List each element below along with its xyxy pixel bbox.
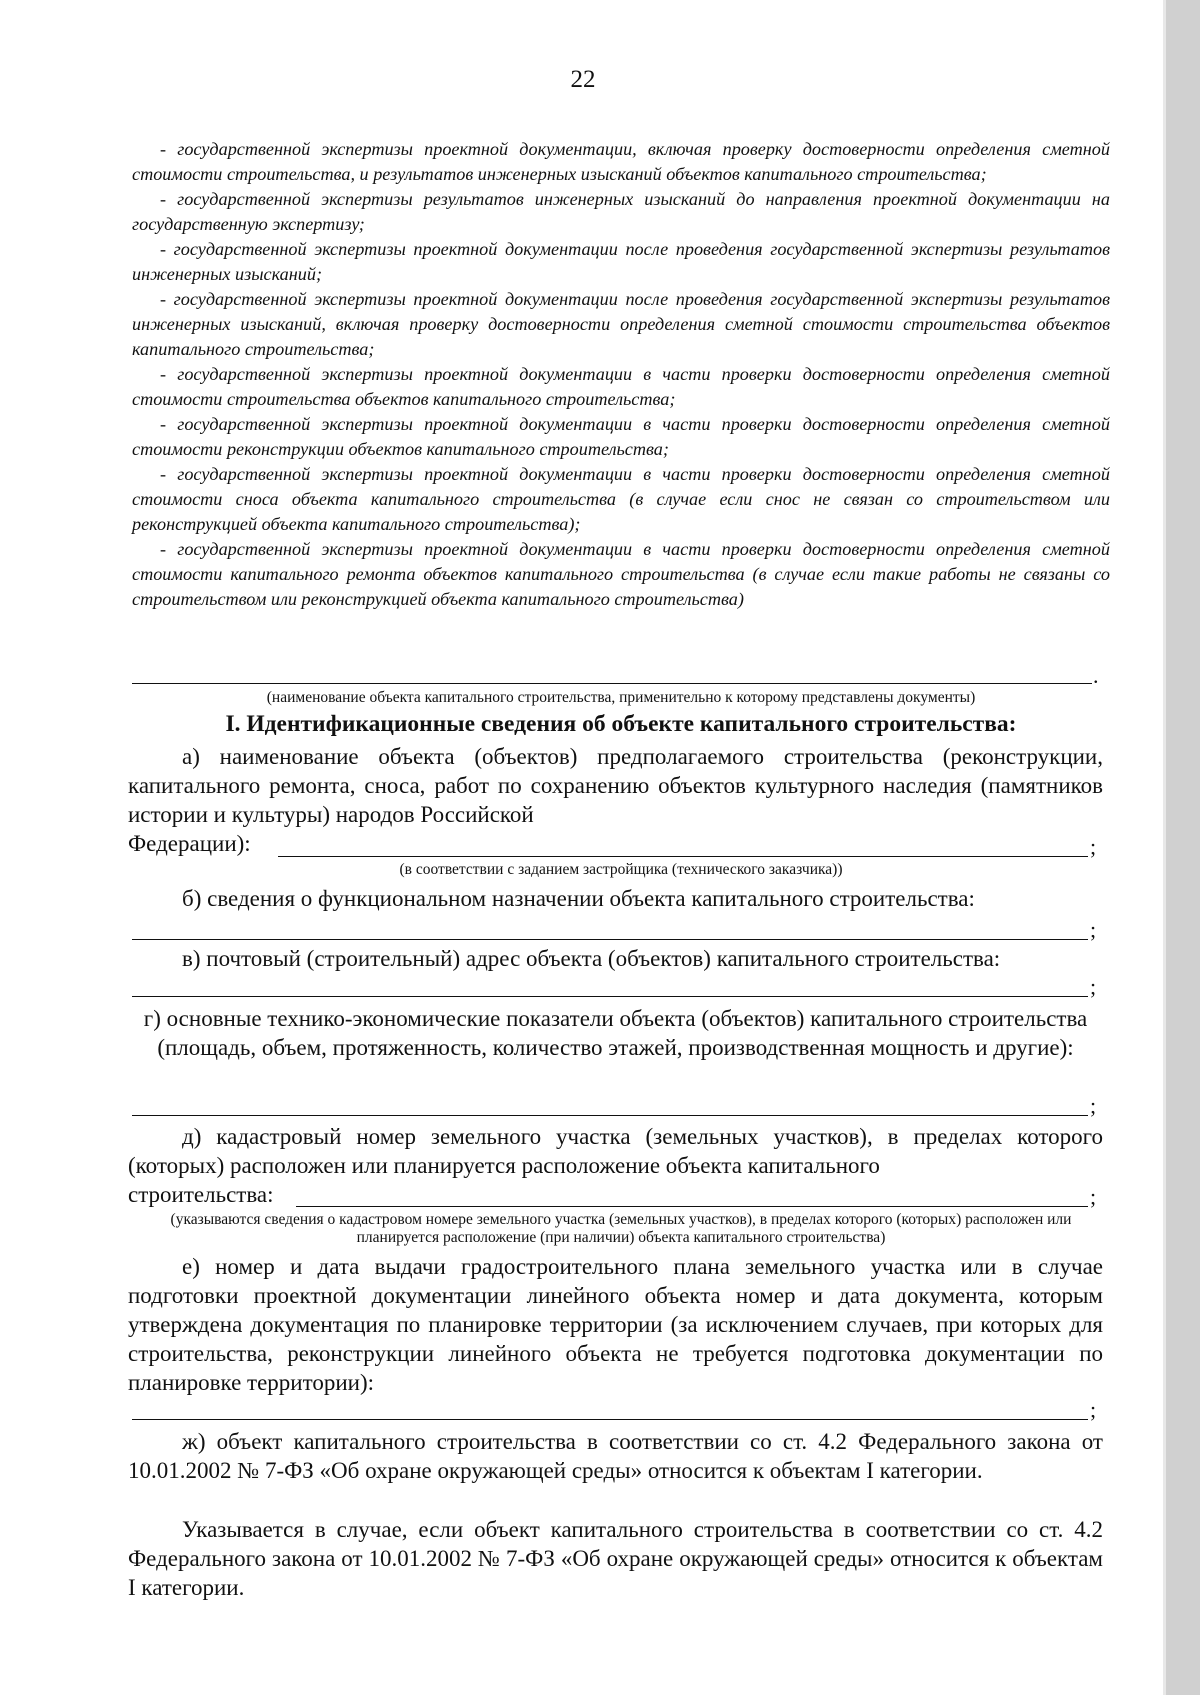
scan-page-edge (1166, 0, 1200, 1695)
intro-item: - государственной экспертизы проектной документации в части проверки достоверности определения сметной стоимости строительства объектов капитального строительства; (132, 364, 1110, 409)
semicolon-mark: ; (1090, 917, 1097, 942)
semicolon-mark: ; (1090, 1184, 1097, 1209)
item-g-line[interactable] (132, 1115, 1088, 1116)
intro-list (132, 137, 1110, 612)
intro-item: - государственной экспертизы проектной документации, включая проверку достоверности определения сметной стоимости строительства, и результатов инженерных изысканий объектов капитального строительства; (132, 139, 1110, 184)
page-number: 22 (570, 66, 596, 93)
intro-item: - государственной экспертизы проектной документации в части проверки достоверности определения сметной стоимости реконструкции объектов капитального строительства; (132, 414, 1110, 459)
item-d-caption: (указываются сведения о кадастровом номере земельного участка (земельных участков), в пределах которого (которых) расположен или планируется расположение (при наличии) объекта капитального строительства) (170, 1211, 1072, 1246)
item-e-line[interactable] (132, 1419, 1088, 1420)
item-g-text: г) основные технико-экономические показатели объекта (объектов) капитального строительства (площадь, объем, протяженность, количество этажей, производственная мощность и другие): (143, 1006, 1088, 1060)
intro-item: - государственной экспертизы проектной документации после проведения государственной экспертизы результатов инженерных изысканий; (132, 239, 1110, 284)
semicolon-mark: ; (1090, 834, 1097, 859)
item-e-text: е) номер и дата выдачи градостроительного плана земельного участка или в случае подготовки проектной документации линейного объекта номер и дата документа, которым утверждена документация по планировке территории (за исключением случаев, при которых для строительства, реконструкции линейного объекта не требуется подготовка документации по планировке территории): (128, 1254, 1103, 1395)
intro-item: - государственной экспертизы проектной документации после проведения государственной экспертизы результатов инженерных изысканий, включая проверку достоверности определения сметной стоимости строительства объектов капитального строительства; (132, 289, 1110, 359)
item-v-text: в) почтовый (строительный) адрес объекта (объектов) капитального строительства: (182, 946, 1001, 971)
item-a-line[interactable] (278, 856, 1088, 857)
item-a-text: а) наименование объекта (объектов) предполагаемого строительства (реконструкции, капитального ремонта, сноса, работ по сохранению объектов культурного наследия (памятников истории и культуры) народов Российской (128, 744, 1103, 827)
item-v-line[interactable] (132, 996, 1088, 997)
intro-item: - государственной экспертизы проектной документации в части проверки достоверности определения сметной стоимости сноса объекта капитального строительства (в случае если снос не связан со строительством или реконструкцией объекта капитального строительства); (132, 464, 1110, 534)
semicolon-mark: ; (1090, 1093, 1097, 1118)
item-zh-text: ж) объект капитального строительства в соответствии со ст. 4.2 Федерального закона от 10.01.2002 № 7-ФЗ «Об охране окружающей среды» относится к объектам I категории. (128, 1429, 1103, 1483)
item-a-caption: (в соответствии с заданием застройщика (технического заказчика)) (399, 861, 843, 878)
item-a-label: Федерации): (128, 831, 251, 856)
item-d-line[interactable] (296, 1206, 1088, 1207)
semicolon-mark: ; (1090, 1397, 1097, 1422)
semicolon-mark: ; (1090, 974, 1097, 999)
intro-item: - государственной экспертизы проектной документации в части проверки достоверности определения сметной стоимости капитального ремонта объектов капитального строительства (в случае если такие работы не связаны со строительством или реконструкцией объекта капитального строительства) (132, 539, 1110, 609)
item-d-text: д) кадастровый номер земельного участка (земельных участков), в пределах которого (которых) расположен или планируется расположение объекта капитального (128, 1124, 1103, 1178)
item-b-line[interactable] (132, 939, 1088, 940)
object-name-caption: (наименование объекта капитального строительства, применительно к которому представлены документы) (266, 689, 976, 706)
note-text: Указывается в случае, если объект капитального строительства в соответствии со ст. 4.2 Федерального закона от 10.01.2002 № 7-ФЗ «Об охране окружающей среды» относится к объектам I категории. (128, 1517, 1103, 1600)
item-d-label: строительства: (128, 1182, 274, 1207)
item-b-text: б) сведения о функциональном назначении объекта капитального строительства: (182, 886, 975, 911)
period-mark: . (1093, 663, 1099, 688)
intro-item: - государственной экспертизы результатов инженерных изысканий до направления проектной документации на государственную экспертизу; (132, 189, 1110, 234)
object-name-line[interactable] (132, 683, 1092, 684)
section-heading: I. Идентификационные сведения об объекте капитального строительства: (225, 711, 1017, 737)
